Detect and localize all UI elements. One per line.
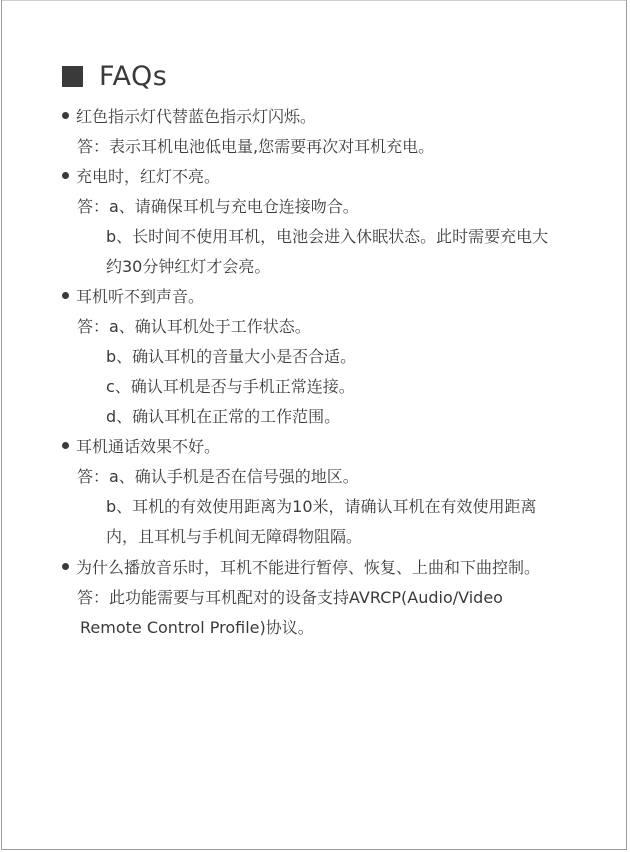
faq-answer-line: 答：表示耳机电池低电量,您需要再次对耳机充电。 <box>77 137 435 156</box>
faq-answer-line: Remote Control Profile)协议。 <box>80 618 314 637</box>
question-text: 耳机听不到声音。 <box>76 287 205 306</box>
faq-question <box>62 553 540 583</box>
faq-answer-line: 答：a、确认耳机处于工作状态。 <box>77 317 311 336</box>
faq-question <box>62 432 220 462</box>
square-icon <box>62 66 83 87</box>
bullet-icon <box>62 563 69 570</box>
faq-answer-line: 约30分钟红灯才会亮。 <box>106 257 271 276</box>
faq-question <box>62 162 220 192</box>
page-title: FAQs <box>99 60 168 92</box>
bullet-icon <box>62 292 69 299</box>
faq-question <box>62 282 204 312</box>
faq-answer-line: 内，且耳机与手机间无障碍物阻隔。 <box>106 527 363 546</box>
question-text: 充电时，红灯不亮。 <box>76 167 221 186</box>
faq-question <box>62 102 316 132</box>
faq-answer-line: 答：此功能需要与耳机配对的设备支持AVRCP(Audio/Video <box>77 588 503 607</box>
bullet-icon <box>62 442 69 449</box>
question-text: 红色指示灯代替蓝色指示灯闪烁。 <box>76 107 317 126</box>
faq-heading <box>62 58 167 94</box>
faq-answer-line: b、长时间不使用耳机，电池会进入休眠状态。此时需要充电大 <box>106 227 549 246</box>
faq-answer-line: d、确认耳机在正常的工作范围。 <box>106 407 341 426</box>
bullet-icon <box>62 172 69 179</box>
faq-answer-line: c、确认耳机是否与手机正常连接。 <box>106 377 355 396</box>
faq-answer-line: b、耳机的有效使用距离为10米，请确认耳机在有效使用距离 <box>106 497 537 516</box>
question-text: 为什么播放音乐时，耳机不能进行暂停、恢复、上曲和下曲控制。 <box>76 558 541 577</box>
faq-answer-line: b、确认耳机的音量大小是否合适。 <box>106 347 357 366</box>
faq-answer-line: 答：a、请确保耳机与充电仓连接吻合。 <box>77 197 359 216</box>
faq-answer-line: 答：a、确认手机是否在信号强的地区。 <box>77 467 359 486</box>
bullet-icon <box>62 112 69 119</box>
question-text: 耳机通话效果不好。 <box>76 437 221 456</box>
